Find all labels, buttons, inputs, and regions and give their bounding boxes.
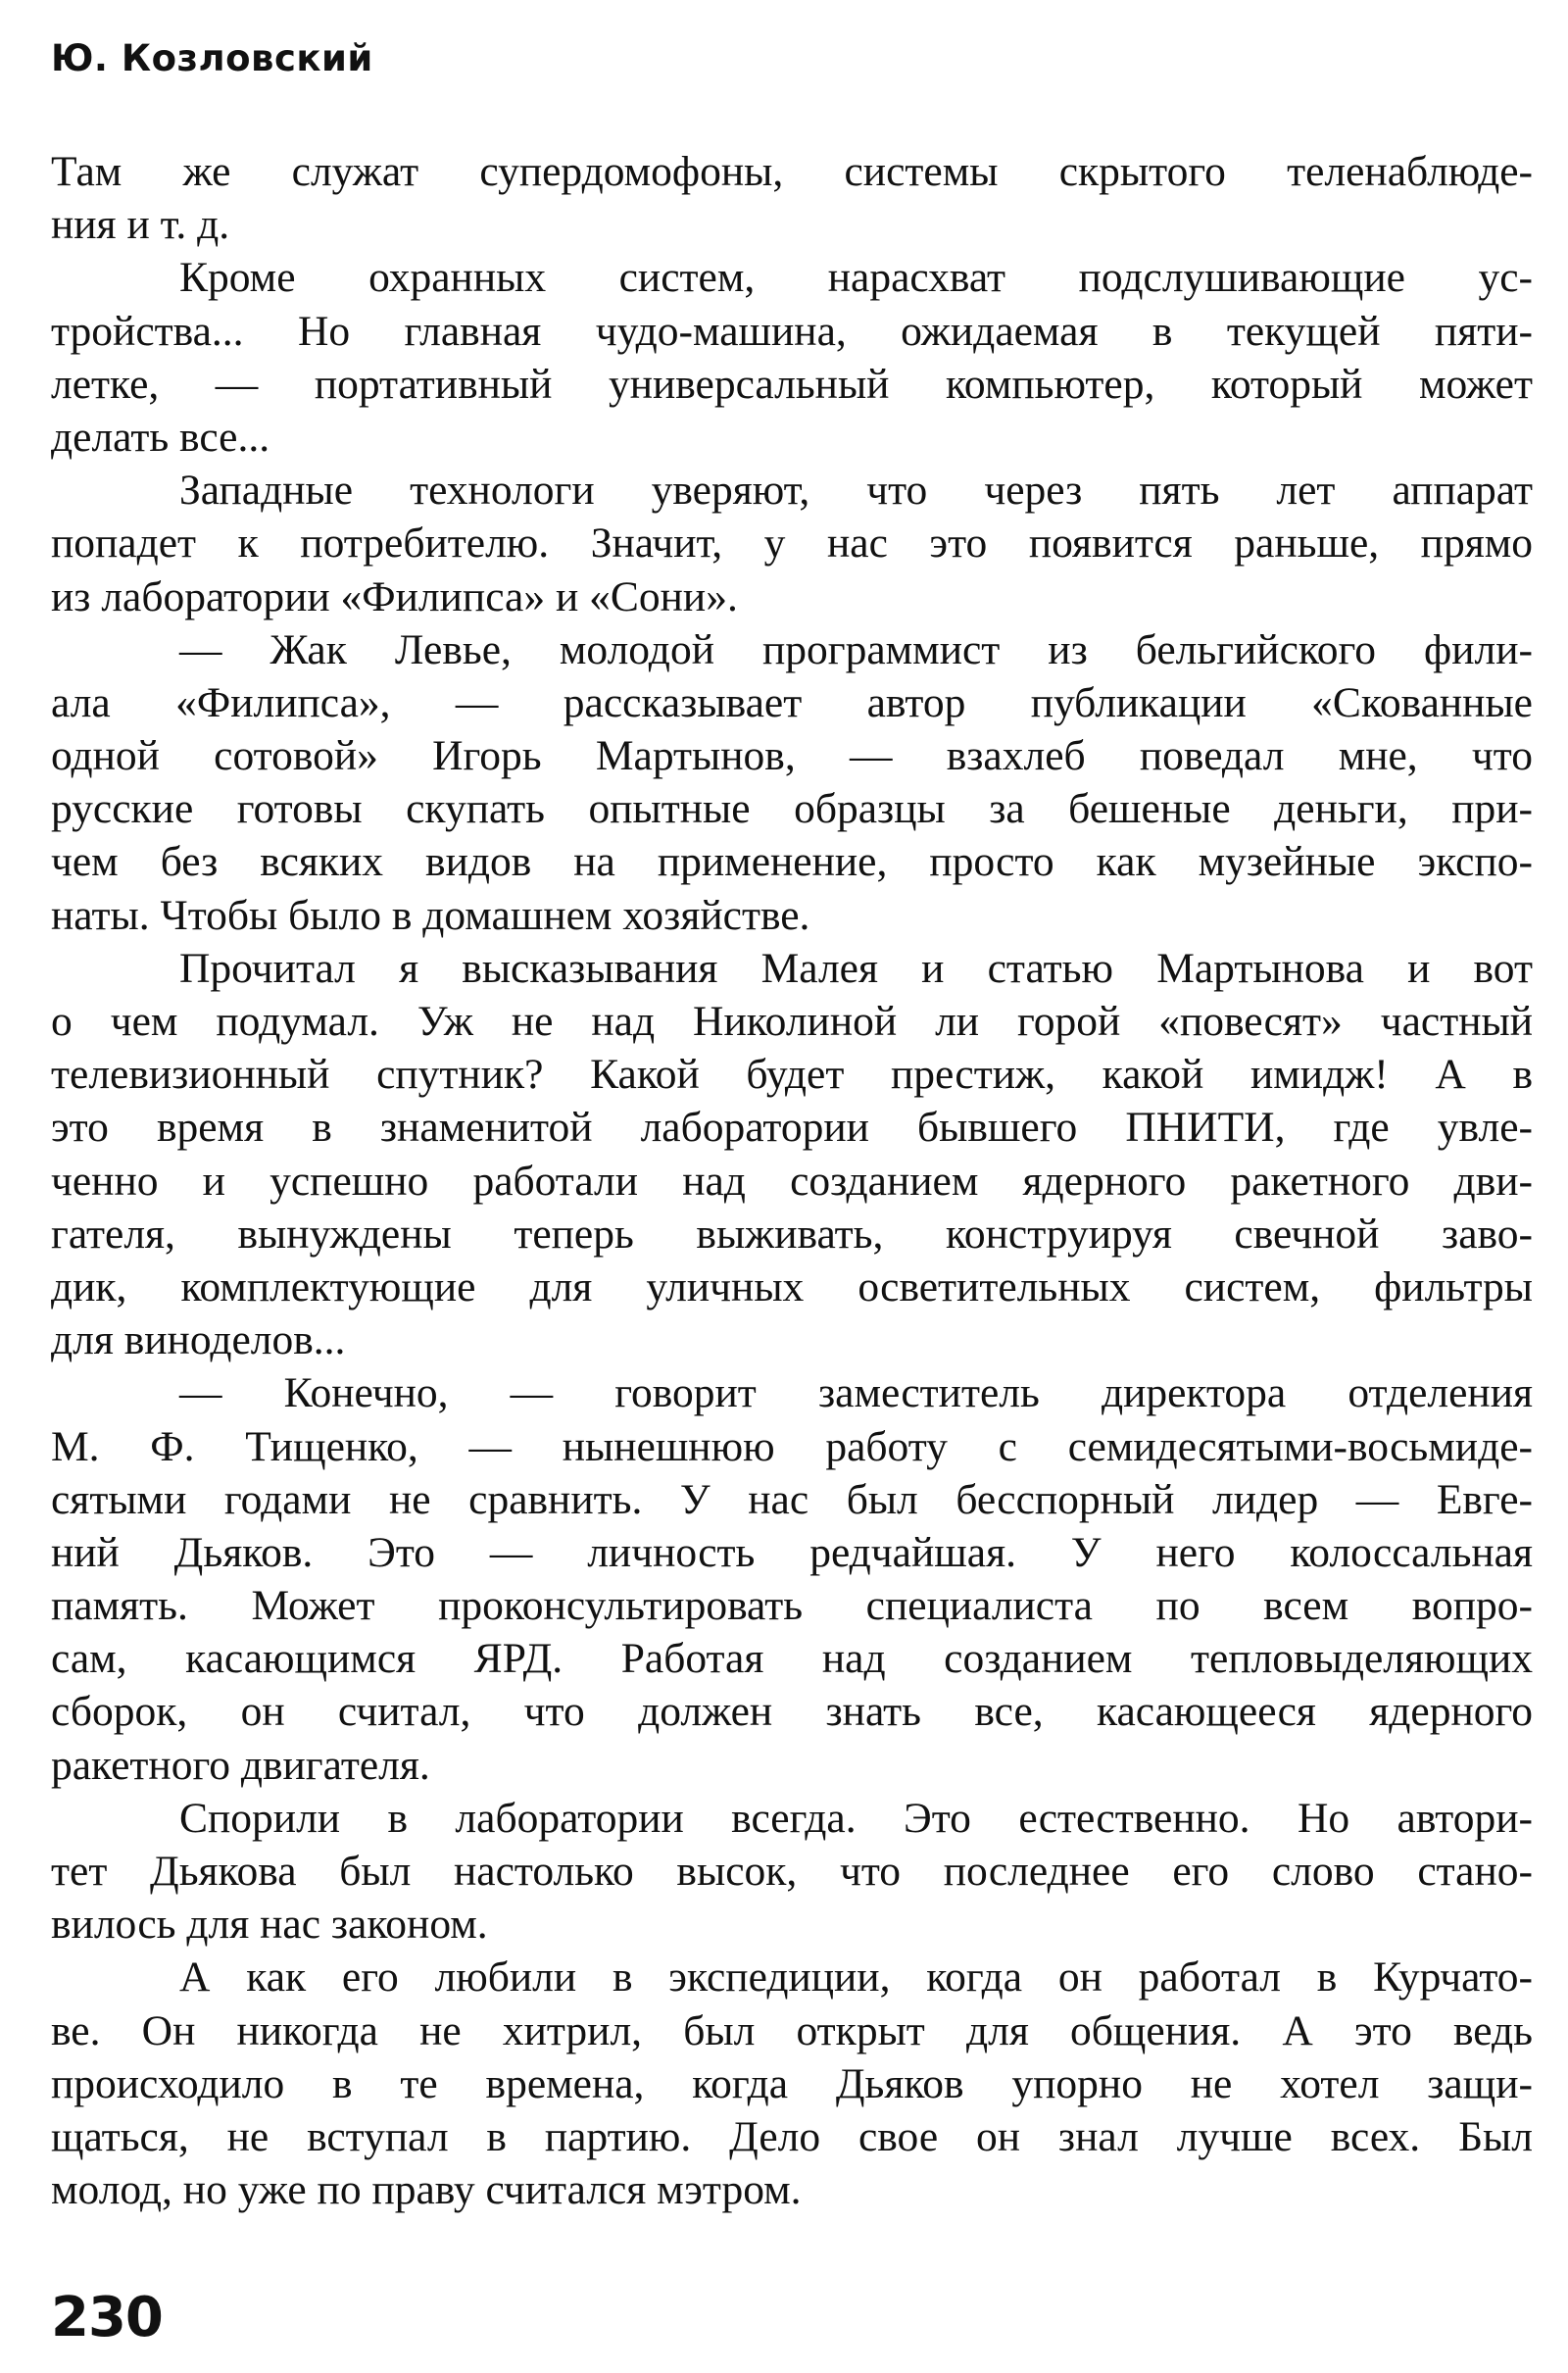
text-line: сятыми годами не сравнить. У нас был бесспорный лидер — Евге- (51, 1475, 1533, 1523)
paragraph (51, 623, 1533, 942)
text-line: А как его любили в экспедиции, когда он работал в Курчато- (179, 1953, 1533, 2002)
text-line: для виноделов... (51, 1316, 346, 1364)
text-line: ала «Филипса», — рассказывает автор публикации «Скованные (51, 678, 1533, 726)
text-line: тет Дьякова был настолько высок, что последнее его слово стано- (51, 1848, 1533, 1895)
text-line: делать все... (51, 413, 270, 461)
text-line: ченно и успешно работали над созданием ядерного ракетного дви- (51, 1157, 1533, 1205)
paragraph (51, 1951, 1533, 2216)
text-line: тройства... Но главная чудо-машина, ожидаемая в текущей пяти- (51, 307, 1533, 355)
text-line: щаться, не вступал в партию. Дело свое он знал лучше всех. Был (51, 2112, 1533, 2160)
text-line: Прочитал я высказывания Малея и статью Мартынова и вот (179, 944, 1533, 992)
text-line: телевизионный спутник? Какой будет престиж, какой имидж! А в (51, 1051, 1533, 1099)
text-line: наты. Чтобы было в домашнем хозяйстве. (51, 891, 810, 939)
text-line: М. Ф. Тищенко, — нынешнюю работу с семидесятыми-восьмиде- (51, 1422, 1533, 1470)
text-line: Западные технологи уверяют, что через пять лет аппарат (179, 467, 1533, 515)
text-line: вилось для нас законом. (51, 1901, 488, 1949)
text-line: сборок, он считал, что должен знать все, касающееся ядерного (51, 1688, 1533, 1736)
text-line: — Конечно, — говорит заместитель директора отделения (179, 1369, 1533, 1417)
text-line: ния и т. д. (51, 201, 230, 249)
text-line: летке, — портативный универсальный компьютер, который может (51, 360, 1533, 408)
text-line: гателя, вынуждены теперь выживать, конструируя свечной заво- (51, 1210, 1533, 1258)
text-line: Там же служат супердомофоны, системы скрытого теленаблюде- (51, 148, 1533, 195)
text-line: чем без всяких видов на применение, просто как музейные экспо- (51, 838, 1533, 886)
paragraph (51, 464, 1533, 623)
text-line: сам, касающимся ЯРД. Работая над созданием тепловыделяющих (51, 1635, 1533, 1683)
text-line: дик, комплектующие для уличных осветительных систем, фильтры (51, 1262, 1533, 1310)
text-line: одной сотовой» Игорь Мартынов, — взахлеб поведал мне, что (51, 732, 1533, 780)
text-line: попадет к потребителю. Значит, у нас это появится раньше, прямо (51, 519, 1533, 568)
text-line: из лаборатории «Филипса» и «Сони». (51, 572, 738, 620)
paragraph (51, 1366, 1533, 1792)
text-line: ракетного двигателя. (51, 1741, 430, 1789)
paragraph (51, 251, 1533, 464)
text-line: Кроме охранных систем, нарасхват подслушивающие ус- (179, 254, 1533, 302)
text-line: это время в знаменитой лаборатории бывшего ПНИТИ, где увле- (51, 1104, 1533, 1152)
text-line: русские готовы скупать опытные образцы за бешеные деньги, при- (51, 785, 1533, 833)
page-number: 230 (51, 2286, 163, 2349)
text-line: происходило в те времена, когда Дьяков упорно не хотел защи- (51, 2059, 1533, 2107)
text-line: ний Дьяков. Это — личность редчайшая. У него колоссальная (51, 1528, 1533, 1576)
paragraph (51, 145, 1533, 251)
paragraph (51, 942, 1533, 1367)
text-line: ве. Он никогда не хитрил, был открыт для общения. А это ведь (51, 2006, 1533, 2054)
text-line: о чем подумал. Уж не над Николиной ли горой «повесят» частный (51, 998, 1533, 1045)
body-text (51, 145, 1533, 2216)
paragraph (51, 1792, 1533, 1952)
text-line: Спорили в лаборатории всегда. Это естественно. Но автори- (179, 1794, 1533, 1842)
text-line: молод, но уже по праву считался мэтром. (51, 2166, 802, 2214)
running-head: Ю. Козловский (51, 37, 373, 79)
text-line: — Жак Левье, молодой программист из бельгийского фили- (179, 625, 1533, 673)
text-line: память. Может проконсультировать специалиста по всем вопро- (51, 1582, 1533, 1630)
